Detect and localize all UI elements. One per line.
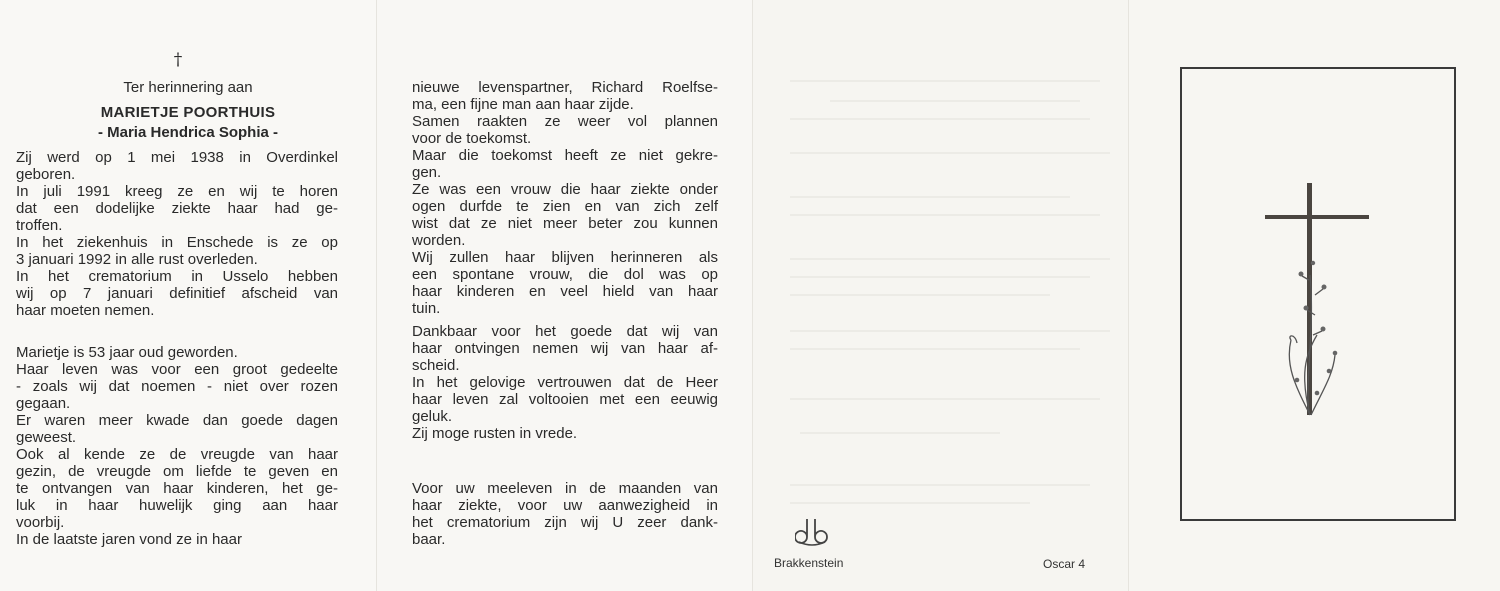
text-line: gegaan. [16,395,71,412]
text-line: Ze was een vrouw die haar ziekte onder [412,181,718,198]
text-line: Er waren meer kwade dan goede dagen [16,412,338,429]
text-line: haar leven zal voltooien met een eeuwig [412,391,718,408]
text-line: Marietje is 53 jaar oud geworden. [16,344,238,361]
text-line: scheid. [412,357,460,374]
text-line: In de laatste jaren vond ze in haar [16,531,242,548]
text-line: ma, een fijne man aan haar zijde. [412,96,634,113]
cross-with-flowers-icon [1255,175,1385,425]
text-line: luk in haar huwelijk ging aan haar [16,497,338,514]
text-line: 3 januari 1992 in alle rust overleden. [16,251,258,268]
text-line: geweest. [16,429,77,446]
text-line: Samen raakten ze weer vol plannen [412,113,718,130]
text-line: In het ziekenhuis in Enschede is ze op [16,234,338,251]
text-line: Haar leven was voor een groot gedeelte [16,361,338,378]
text-line: gen. [412,164,442,181]
text-line: ogen durfde te zien en van zich zelf [412,198,718,215]
text-line: voorbij. [16,514,65,531]
fold-line [752,0,753,591]
text-line: nieuwe levenspartner, Richard Roelfse- [412,79,718,96]
text-line: Maar die toekomst heeft ze niet gekre- [412,147,718,164]
text-line: haar ontvingen nemen wij van haar af- [412,340,718,357]
paragraph-thanks [412,480,718,548]
deceased-full-name: - Maria Hendrica Sophia - [97,124,279,141]
fold-line [1128,0,1129,591]
fold-line [376,0,377,591]
text-line: dat een dodelijke ziekte haar had ge- [16,200,338,217]
brakkenstein-logo-icon [795,515,829,549]
text-line: In juli 1991 kreeg ze en wij te horen [16,183,338,200]
paragraph-farewell [412,323,718,442]
card-model: Oscar 4 [1043,557,1086,571]
text-line: tuin. [412,300,441,317]
text-line: haar ziekte, voor uw aanwezigheid in [412,497,718,514]
text-line: Dankbaar voor het goede dat wij van [412,323,718,340]
text-line: Zij moge rusten in vrede. [412,425,578,442]
text-line: een spontane vrouw, die dol was op [412,266,718,283]
text-line: Wij zullen haar blijven herinneren als [412,249,718,266]
cross-icon: † [173,50,183,70]
text-line: In het gelovige vertrouwen dat de Heer [412,374,718,391]
text-line: worden. [412,232,466,249]
text-line: Ook al kende ze de vreugde van haar [16,446,338,463]
text-line: - zoals wij dat noemen - niet over rozen [16,378,338,395]
text-line: Voor uw meeleven in de maanden van [412,480,718,497]
deceased-name: MARIETJE POORTHUIS [100,104,276,121]
paragraph-partner [412,79,718,317]
text-line: voor de toekomst. [412,130,532,147]
text-line: geluk. [412,408,453,425]
paragraph-life-dates [16,149,338,319]
text-line: haar moeten nemen. [16,302,155,319]
text-line: geboren. [16,166,76,183]
text-line: troffen. [16,217,63,234]
text-line: In het crematorium in Usselo hebben [16,268,338,285]
text-line: gezin, de vreugde om liefde te geven en [16,463,338,480]
publisher-name: Brakkenstein [774,556,844,570]
text-line: haar kinderen en veel hield van haar [412,283,718,300]
intro-heading: Ter herinnering aan [123,79,253,96]
text-line: het crematorium zijn wij U zeer dank- [412,514,718,531]
paragraph-life-story [16,344,338,548]
text-line: Zij werd op 1 mei 1938 in Overdinkel [16,149,338,166]
text-line: te ontvangen van haar kinderen, het ge- [16,480,338,497]
text-line: baar. [412,531,446,548]
text-line: wij op 7 januari definitief afscheid van [16,285,338,302]
text-line: wist dat ze niet meer beter zou kunnen [412,215,718,232]
